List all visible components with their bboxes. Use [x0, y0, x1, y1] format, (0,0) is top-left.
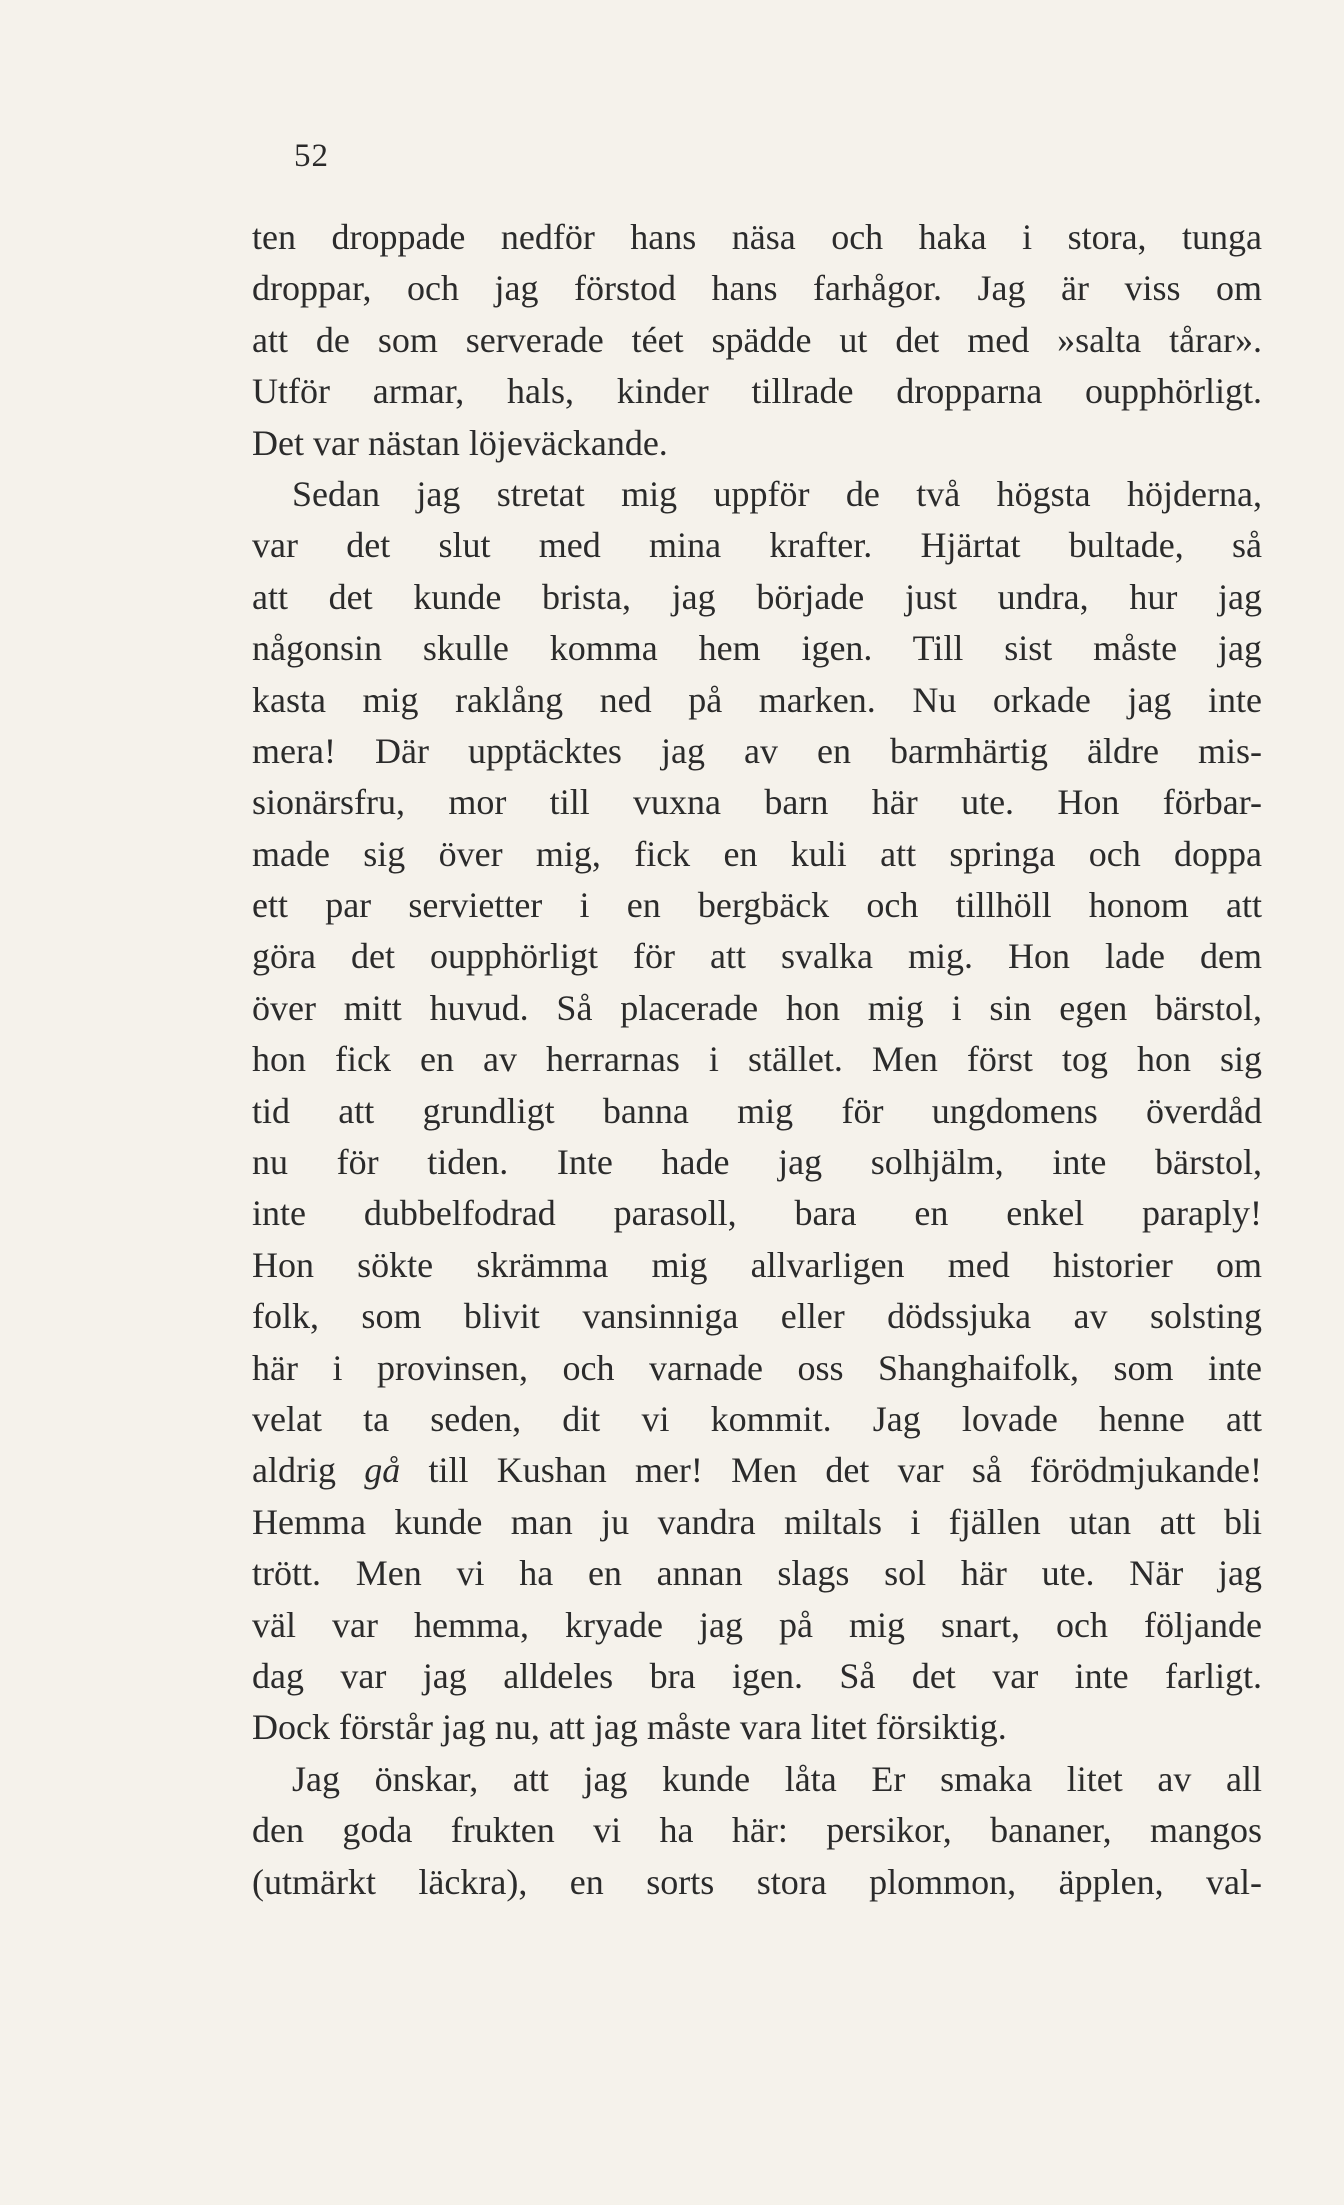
text-line: ett par servietter i en bergbäck och tillhöll honom att: [252, 885, 1262, 926]
text-line: nu för tiden. Inte hade jag solhjälm, inte bärstol,: [252, 1142, 1262, 1183]
text-line: kasta mig raklång ned på marken. Nu orkade jag inte: [252, 679, 1262, 720]
text-line: dag var jag alldeles bra igen. Så det var inte farligt.: [252, 1655, 1262, 1696]
text-line: trött. Men vi ha en annan slags sol här ute. När jag: [252, 1553, 1262, 1594]
text-line: Hon sökte skrämma mig allvarligen med historier om: [252, 1244, 1262, 1285]
text-line: made sig över mig, fick en kuli att springa och doppa: [252, 833, 1262, 874]
text-line: Det var nästan löjeväckande.: [252, 422, 668, 463]
text-line: att det kunde brista, jag började just undra, hur jag: [252, 576, 1262, 617]
text-line: ten droppade nedför hans näsa och haka i stora, tunga: [252, 217, 1262, 257]
text-line: Jag önskar, att jag kunde låta Er smaka litet av all: [292, 1758, 1262, 1799]
text-line: (utmärkt läckra), en sorts stora plommon, äpplen, val-: [252, 1861, 1262, 1902]
italic-word: gå: [364, 1450, 401, 1491]
text-line: tid att grundligt banna mig för ungdomens överdåd: [252, 1090, 1262, 1131]
text-line-with-italic: [252, 1445, 1262, 1496]
text-line: inte dubbelfodrad parasoll, bara en enkel paraply!: [252, 1193, 1262, 1234]
text-line: mera! Där upptäcktes jag av en barmhärtig äldre mis-: [252, 730, 1262, 771]
text-line: här i provinsen, och varnade oss Shanghaifolk, som inte: [252, 1347, 1262, 1388]
text-line: sionärsfru, mor till vuxna barn här ute. Hon förbar-: [252, 782, 1262, 823]
text-line: någonsin skulle komma hem igen. Till sist måste jag: [252, 628, 1262, 669]
text-line: velat ta seden, dit vi kommit. Jag lovade henne att: [252, 1398, 1262, 1439]
text-segment: aldrig: [252, 1450, 365, 1491]
text-line: att de som serverade téet spädde ut det med »salta tårar».: [252, 319, 1262, 360]
text-line: folk, som blivit vansinniga eller dödssjuka av solsting: [252, 1296, 1262, 1337]
page-number: 52: [294, 138, 329, 174]
text-line: Sedan jag stretat mig uppför de två högsta höjderna,: [292, 473, 1262, 514]
text-line: väl var hemma, kryade jag på mig snart, och följande: [252, 1604, 1262, 1645]
text-line: Utför armar, hals, kinder tillrade dropparna oupphörligt.: [252, 371, 1262, 412]
text-line: droppar, och jag förstod hans farhågor. Jag är viss om: [252, 268, 1262, 309]
text-line: Hemma kunde man ju vandra miltals i fjällen utan att bli: [252, 1501, 1262, 1542]
text-line: Dock förstår jag nu, att jag måste vara litet försiktig.: [252, 1707, 1007, 1748]
body-text: [252, 212, 1262, 1908]
text-segment: till Kushan mer! Men det var så förödmjukande!: [400, 1450, 1262, 1491]
text-line: göra det oupphörligt för att svalka mig. Hon lade dem: [252, 936, 1262, 977]
text-line: den goda frukten vi ha här: persikor, bananer, mangos: [252, 1810, 1262, 1851]
text-line: hon fick en av herrarnas i stället. Men först tog hon sig: [252, 1039, 1262, 1080]
text-line: över mitt huvud. Så placerade hon mig i sin egen bärstol,: [252, 987, 1262, 1028]
text-line: var det slut med mina krafter. Hjärtat bultade, så: [252, 525, 1262, 566]
